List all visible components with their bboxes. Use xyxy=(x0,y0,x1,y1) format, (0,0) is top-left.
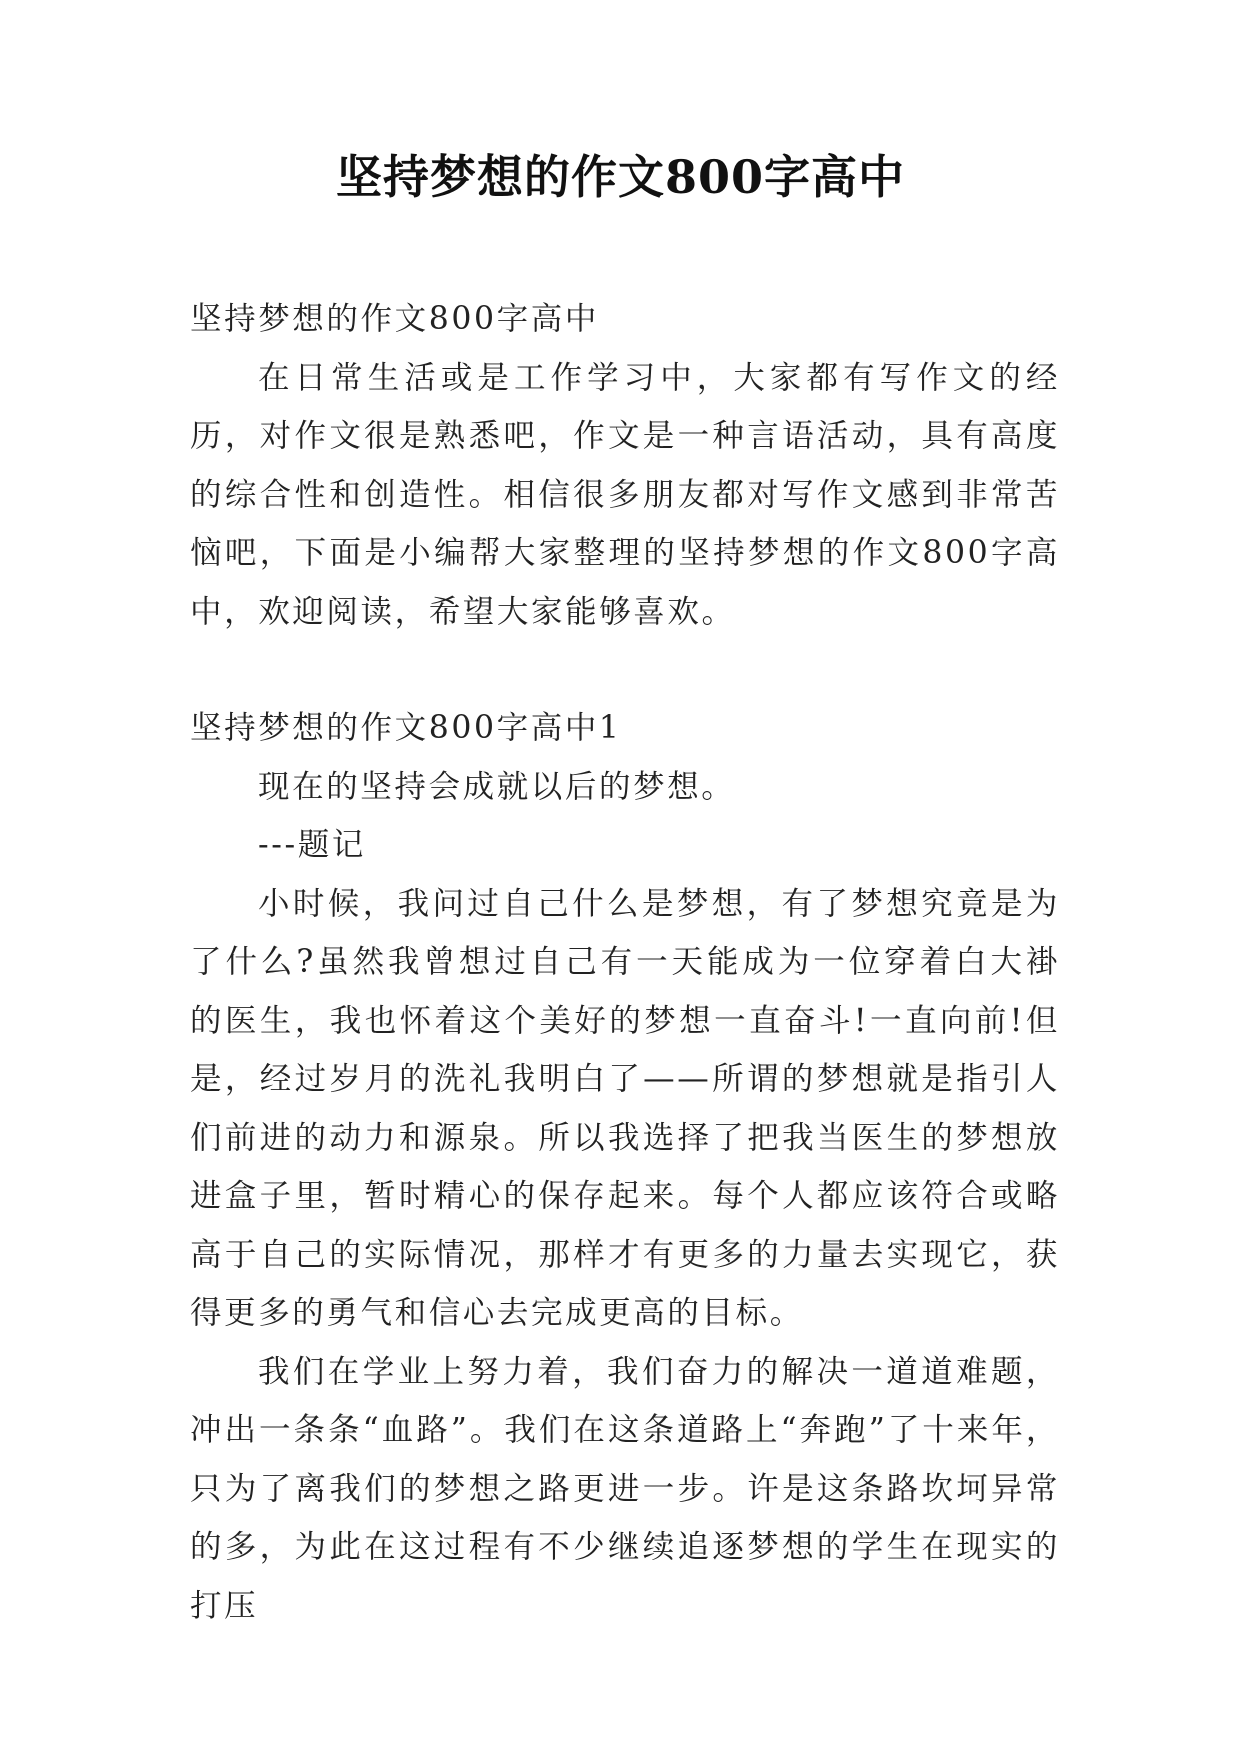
document-subtitle: 坚持梦想的作文800字高中 xyxy=(190,301,599,337)
intro-paragraph: 在日常生活或是工作学习中，大家都有写作文的经历，对作文很是熟悉吧，作文是一种言语活动，具有高度的综合性和创造性。相信很多朋友都对写作文感到非常苦恼吧，下面是小编帮大家整理的坚持梦想的作文800字高中，欢迎阅读，希望大家能够喜欢。 xyxy=(190,359,1060,630)
document-body xyxy=(190,290,1060,1635)
body-paragraph-1: 小时候，我问过自己什么是梦想，有了梦想究竟是为了什么?虽然我曾想过自己有一天能成为一位穿着白大褂的医生，我也怀着这个美好的梦想一直奋斗!一直向前!但是，经过岁月的洗礼我明白了——所谓的梦想就是指引人们前进的动力和源泉。所以我选择了把我当医生的梦想放进盒子里，暂时精心的保存起来。每个人都应该符合或略高于自己的实际情况，那样才有更多的力量去实现它，获得更多的勇气和信心去完成更高的目标。 xyxy=(190,885,1060,1331)
body-paragraph-2: 我们在学业上努力着，我们奋力的解决一道道难题，冲出一条条“血路”。我们在这条道路上“奔跑”了十来年，只为了离我们的梦想之路更进一步。许是这条路坎坷异常的多，为此在这过程有不少继续追逐梦想的学生在现实的打压 xyxy=(190,1353,1060,1624)
motto-line: 现在的坚持会成就以后的梦想。 xyxy=(258,768,736,805)
motto-attribution: ---题记 xyxy=(258,827,366,863)
section-heading: 坚持梦想的作文800字高中1 xyxy=(190,710,622,746)
section-spacer xyxy=(190,641,1060,699)
document-title: 坚持梦想的作文800字高中 xyxy=(335,150,906,204)
